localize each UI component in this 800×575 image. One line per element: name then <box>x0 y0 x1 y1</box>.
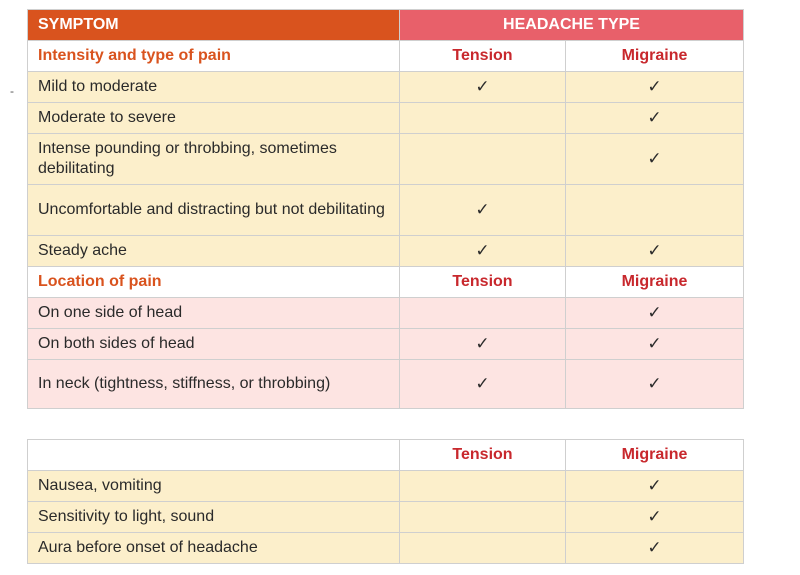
table-row <box>28 185 744 236</box>
symptom-cell: On one side of head <box>28 298 400 329</box>
tension-check <box>400 533 566 564</box>
tension-column-label: Tension <box>400 267 566 298</box>
migraine-column-label: Migraine <box>566 440 744 471</box>
table-row <box>28 502 744 533</box>
symptom-cell: In neck (tightness, stiffness, or throbbing) <box>28 360 400 409</box>
tension-check <box>400 502 566 533</box>
table-row <box>28 360 744 409</box>
migraine-check: ✓ <box>566 298 744 329</box>
section-label: Location of pain <box>28 267 400 298</box>
tension-check: ✓ <box>400 360 566 409</box>
stray-mark: - <box>10 84 14 98</box>
migraine-check: ✓ <box>566 533 744 564</box>
table-row <box>28 236 744 267</box>
symptom-cell: Steady ache <box>28 236 400 267</box>
symptom-cell: Aura before onset of headache <box>28 533 400 564</box>
migraine-check: ✓ <box>566 471 744 502</box>
symptom-cell: Moderate to severe <box>28 103 400 134</box>
migraine-check: ✓ <box>566 502 744 533</box>
table-row <box>28 134 744 185</box>
migraine-column-label: Migraine <box>566 267 744 298</box>
table-row <box>28 533 744 564</box>
migraine-check: ✓ <box>566 103 744 134</box>
migraine-check: ✓ <box>566 236 744 267</box>
table-row <box>28 72 744 103</box>
headache-type-header: HEADACHE TYPE <box>400 10 744 41</box>
table-row <box>28 103 744 134</box>
symptom-cell: Sensitivity to light, sound <box>28 502 400 533</box>
table-header-row <box>28 10 744 41</box>
symptom-cell: On both sides of head <box>28 329 400 360</box>
table-row <box>28 471 744 502</box>
table-row <box>28 329 744 360</box>
tension-check <box>400 103 566 134</box>
migraine-column-label: Migraine <box>566 41 744 72</box>
table-row <box>28 298 744 329</box>
migraine-check: ✓ <box>566 329 744 360</box>
tension-check <box>400 134 566 185</box>
tension-check: ✓ <box>400 185 566 236</box>
tension-check <box>400 298 566 329</box>
headache-symptom-table <box>27 9 744 409</box>
symptom-cell: Intense pounding or throbbing, sometimes debilitating <box>28 134 400 185</box>
other-header-row <box>28 440 744 471</box>
section-row-intensity <box>28 41 744 72</box>
tension-check: ✓ <box>400 72 566 103</box>
other-symptoms-header: OTHER SYMPTOMS <box>28 440 400 471</box>
symptom-cell: Mild to moderate <box>28 72 400 103</box>
tension-column-label: Tension <box>400 440 566 471</box>
migraine-check: ✓ <box>566 134 744 185</box>
migraine-check: ✓ <box>566 360 744 409</box>
tension-check: ✓ <box>400 236 566 267</box>
symptom-cell: Nausea, vomiting <box>28 471 400 502</box>
tension-check: ✓ <box>400 329 566 360</box>
tension-check <box>400 471 566 502</box>
migraine-check <box>566 185 744 236</box>
tension-column-label: Tension <box>400 41 566 72</box>
section-label: Intensity and type of pain <box>28 41 400 72</box>
other-symptoms-table <box>27 439 744 564</box>
symptom-header: SYMPTOM <box>28 10 400 41</box>
symptom-cell: Uncomfortable and distracting but not debilitating <box>28 185 400 236</box>
section-row-location <box>28 267 744 298</box>
migraine-check: ✓ <box>566 72 744 103</box>
